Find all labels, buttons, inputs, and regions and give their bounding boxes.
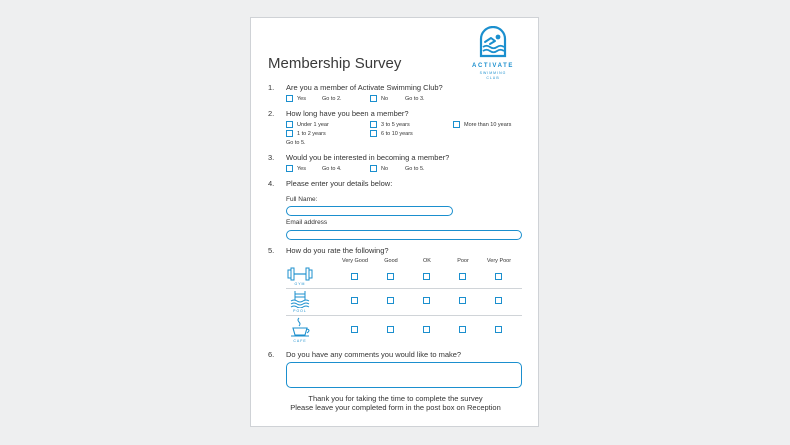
comments-textarea[interactable] <box>286 362 522 388</box>
q1-no-label: No <box>381 96 389 102</box>
q1-number: 1. <box>268 83 275 92</box>
rating-col-very-poor: Very Poor <box>486 258 512 264</box>
pool-ok-checkbox[interactable] <box>423 297 430 304</box>
pool-icon <box>286 290 314 308</box>
rating-row-gym <box>286 265 314 289</box>
logo-subtitle-2: CLUB <box>486 76 500 80</box>
q3-number: 3. <box>268 153 275 162</box>
pool-caption: POOL <box>293 309 307 313</box>
page-title: Membership Survey <box>268 55 402 72</box>
row-divider <box>286 288 522 289</box>
q4-text: Please enter your details below: <box>286 179 393 188</box>
rating-row-pool <box>286 289 314 315</box>
q3-no-goto: Go to 5. <box>405 166 425 172</box>
gym-good-checkbox[interactable] <box>387 273 394 280</box>
cafe-good-checkbox[interactable] <box>387 326 394 333</box>
rating-col-poor: Poor <box>457 258 469 264</box>
q5-text: How do you rate the following? <box>286 246 389 255</box>
cafe-poor-checkbox[interactable] <box>459 326 466 333</box>
q2-opt4-label: 1 to 2 years <box>297 131 326 137</box>
pool-good-checkbox[interactable] <box>387 297 394 304</box>
q3-no-checkbox[interactable] <box>370 165 377 172</box>
rating-col-ok: OK <box>423 258 431 264</box>
full-name-label: Full Name: <box>286 196 318 203</box>
q6-number: 6. <box>268 350 275 359</box>
dumbbell-icon <box>286 267 314 281</box>
q2-opt1-label: Under 1 year <box>297 122 329 128</box>
q2-opt2-label: 3 to 5 years <box>381 122 410 128</box>
q3-yes-goto: Go to 4. <box>322 166 342 172</box>
cafe-cup-icon <box>286 317 314 337</box>
email-input[interactable] <box>286 230 522 240</box>
q2-opt5-checkbox[interactable] <box>370 130 377 137</box>
logo-subtitle: SWIMMING <box>479 71 507 75</box>
cafe-ok-checkbox[interactable] <box>423 326 430 333</box>
rating-col-very-good: Very Good <box>342 258 368 264</box>
survey-page <box>250 17 539 427</box>
club-logo <box>463 26 523 84</box>
pool-very-poor-checkbox[interactable] <box>495 297 502 304</box>
pool-poor-checkbox[interactable] <box>459 297 466 304</box>
q1-yes-label: Yes <box>297 96 306 102</box>
gym-very-good-checkbox[interactable] <box>351 273 358 280</box>
q2-opt2-checkbox[interactable] <box>370 121 377 128</box>
q4-number: 4. <box>268 179 275 188</box>
rating-row-cafe <box>286 316 314 344</box>
q3-no-label: No <box>381 166 389 172</box>
gym-ok-checkbox[interactable] <box>423 273 430 280</box>
q2-text: How long have you been a member? <box>286 109 409 118</box>
q1-yes-checkbox[interactable] <box>286 95 293 102</box>
row-divider <box>286 315 522 316</box>
q1-no-goto: Go to 3. <box>405 96 425 102</box>
q2-opt3-checkbox[interactable] <box>453 121 460 128</box>
cafe-caption: CAFE <box>293 339 307 343</box>
q5-number: 5. <box>268 246 275 255</box>
q2-opt5-label: 6 to 10 years <box>381 131 413 137</box>
q3-text: Would you be interested in becoming a member? <box>286 153 450 162</box>
email-label: Email address <box>286 219 328 226</box>
swimmer-icon <box>478 26 508 58</box>
footer-instructions: Please leave your completed form in the post box on Reception <box>290 403 501 412</box>
q1-yes-goto: Go to 2. <box>322 96 342 102</box>
q3-yes-label: Yes <box>297 166 306 172</box>
q3-yes-checkbox[interactable] <box>286 165 293 172</box>
q1-no-checkbox[interactable] <box>370 95 377 102</box>
cafe-very-poor-checkbox[interactable] <box>495 326 502 333</box>
full-name-input[interactable] <box>286 206 453 216</box>
q2-opt1-checkbox[interactable] <box>286 121 293 128</box>
logo-wordmark: ACTIVATE <box>472 63 514 69</box>
q2-opt3-label: More than 10 years <box>464 122 512 128</box>
q2-opt4-checkbox[interactable] <box>286 130 293 137</box>
gym-very-poor-checkbox[interactable] <box>495 273 502 280</box>
q2-number: 2. <box>268 109 275 118</box>
rating-col-good: Good <box>384 258 398 264</box>
gym-caption: GYM <box>294 282 306 286</box>
gym-poor-checkbox[interactable] <box>459 273 466 280</box>
pool-very-good-checkbox[interactable] <box>351 297 358 304</box>
cafe-very-good-checkbox[interactable] <box>351 326 358 333</box>
q1-text: Are you a member of Activate Swimming Club? <box>286 83 443 92</box>
q6-text: Do you have any comments you would like to make? <box>286 350 462 359</box>
footer-thanks: Thank you for taking the time to complete the survey <box>308 394 483 403</box>
q2-goto: Go to 5. <box>286 140 306 146</box>
